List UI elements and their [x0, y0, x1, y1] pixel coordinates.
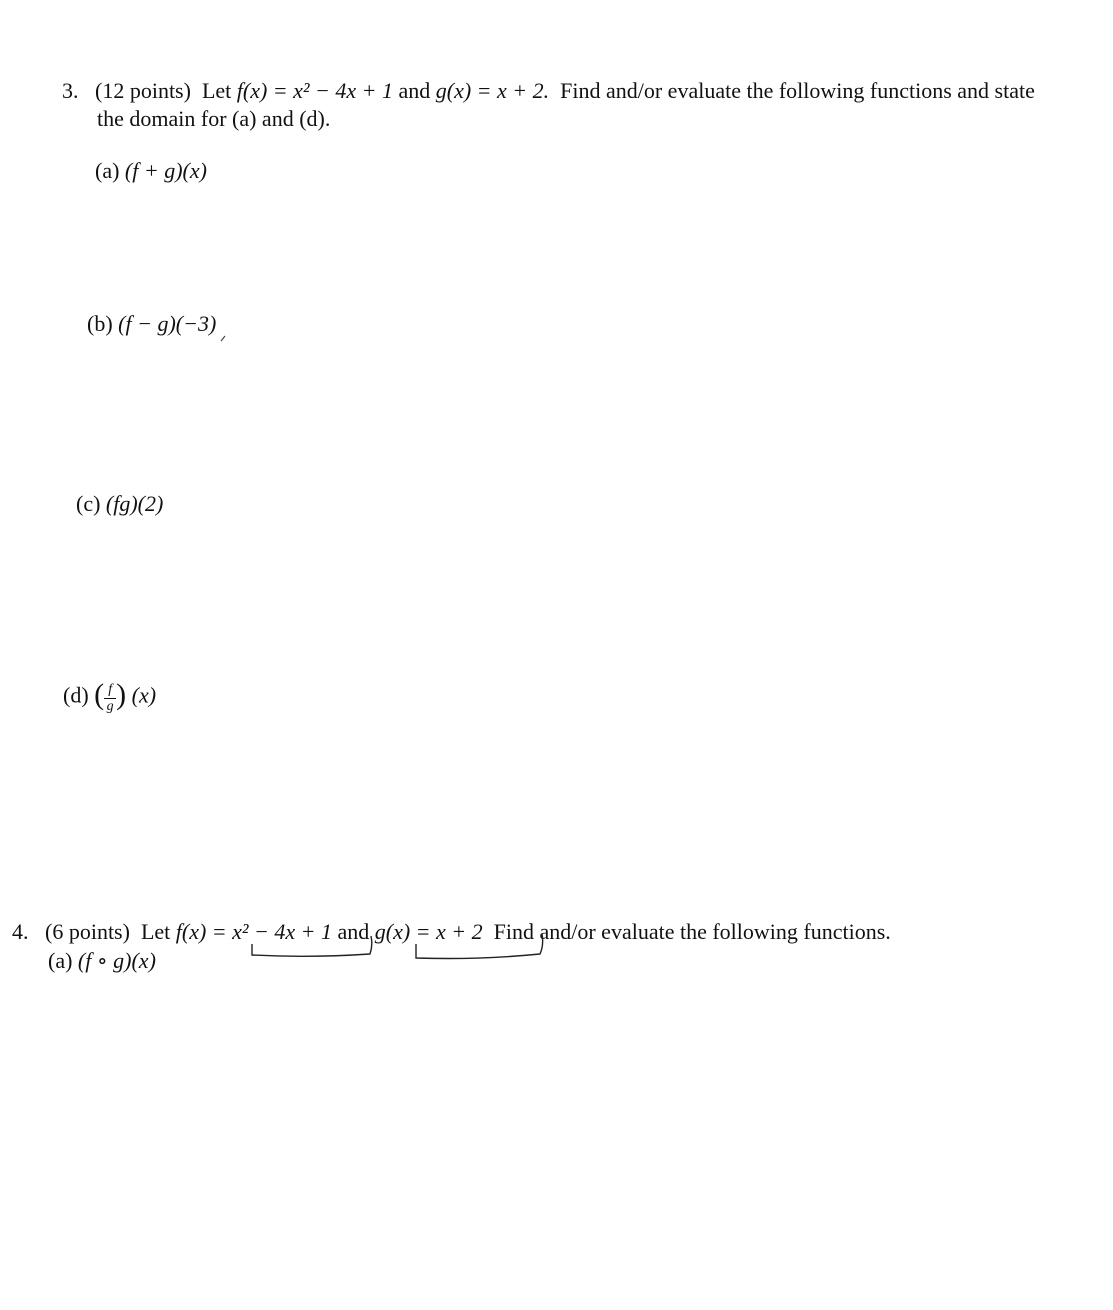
q4-let: Let — [140, 919, 171, 944]
q3-part-b-expression: (f − g)(−3) — [118, 311, 217, 336]
q4-g-definition: g(x) = x + 2 — [374, 919, 483, 944]
q3-part-a — [95, 158, 207, 184]
q3-and: and — [398, 78, 431, 103]
fraction-numerator: f — [108, 682, 113, 698]
q4-header-line — [12, 919, 891, 945]
q3-part-a-expression: (f + g)(x) — [124, 158, 207, 183]
q3-header-line — [62, 78, 1035, 104]
pen-tick-mark — [221, 336, 225, 341]
q3-part-b — [87, 311, 216, 337]
q3-let: Let — [201, 78, 232, 103]
q3-part-c-expression: (fg)(2) — [105, 491, 164, 516]
q3-part-a-label: (a) — [95, 158, 120, 183]
q3-f-definition: f(x) = x² − 4x + 1 — [236, 78, 393, 103]
q3-part-d-expression: (x) — [131, 682, 157, 708]
fraction-denominator: g — [106, 699, 114, 715]
q3-part-d-label: (d) — [63, 682, 89, 708]
q3-instruction: Find and/or evaluate the following functions and state — [560, 78, 1035, 103]
q4-and: and — [337, 919, 370, 944]
q4-part-a-label: (a) — [48, 948, 73, 973]
q3-instruction-line-2: the domain for (a) and (d). — [97, 106, 331, 131]
q3-part-d-fraction: ( $\frac{f}{g}$ ) — [94, 678, 127, 715]
q3-part-d — [63, 680, 156, 714]
q4-part-a — [48, 948, 156, 974]
q3-part-c-label: (c) — [76, 491, 101, 516]
q4-points: (6 points) — [45, 919, 130, 944]
q3-number: 3. — [62, 78, 79, 103]
q3-points: (12 points) — [95, 78, 191, 103]
q3-g-definition: g(x) = x + 2. — [435, 78, 550, 103]
q4-f-definition: f(x) = x² − 4x + 1 — [175, 919, 332, 944]
q4-number: 4. — [12, 919, 29, 944]
q3-part-b-label: (b) — [87, 311, 113, 336]
q3-part-c — [76, 491, 163, 517]
q4-part-a-expression: (f ∘ g)(x) — [77, 948, 156, 973]
q4-instruction: Find and/or evaluate the following functions. — [493, 919, 891, 944]
